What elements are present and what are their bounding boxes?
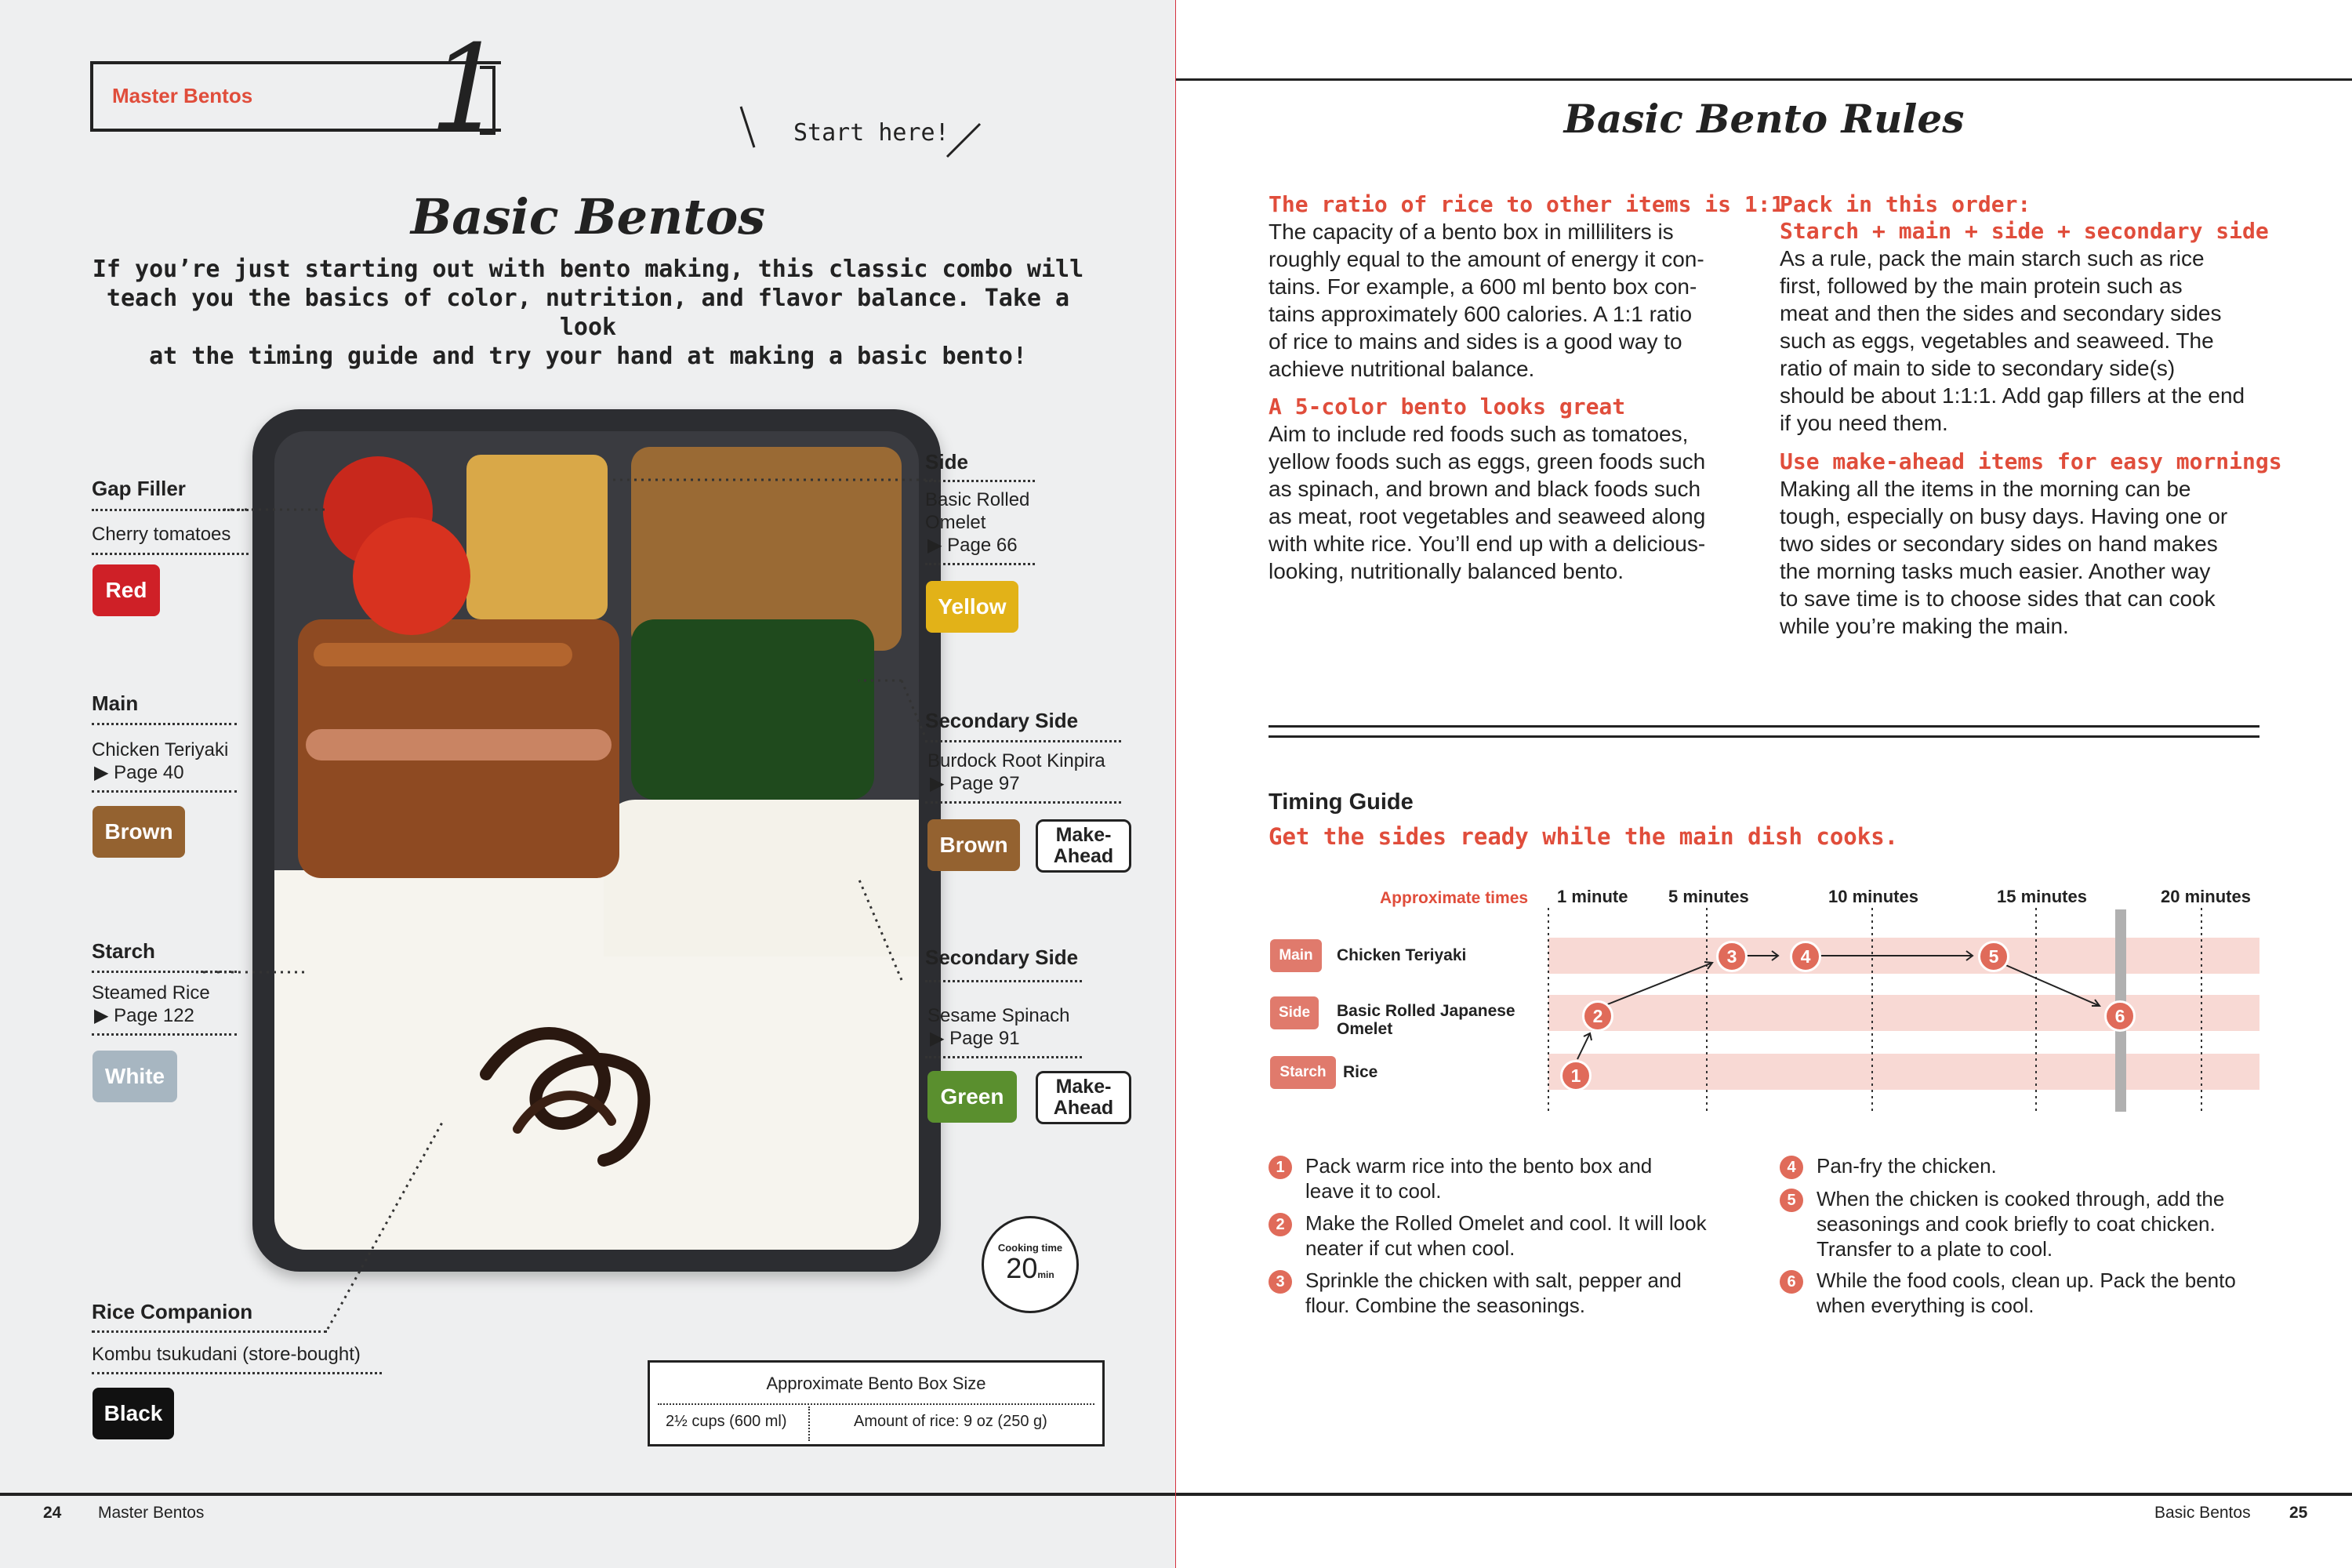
timeline-marker: 2	[1582, 1000, 1613, 1032]
gap-filler-divider	[92, 509, 249, 511]
starch-item: Steamed Rice	[92, 982, 210, 1004]
row-label-main: Chicken Teriyaki	[1337, 946, 1467, 964]
timeline-marker: 3	[1716, 941, 1748, 972]
rule-heading: Use make-ahead items for easy mornings	[1780, 448, 2282, 474]
gap-filler-item: Cherry tomatoes	[92, 524, 231, 545]
secondary-side-category: Secondary Side	[925, 709, 1079, 732]
timing-title: Timing Guide	[1269, 789, 1414, 815]
intro-line: If you’re just starting out with bento making, this classic combo will	[92, 256, 1084, 283]
secondary-side-category: Secondary Side	[925, 946, 1079, 969]
footer-page-number: 25	[2289, 1504, 2308, 1522]
tick-label: 5 minutes	[1668, 887, 1749, 906]
timeline-marker: 6	[2104, 1000, 2136, 1032]
footer-section: Basic Bentos	[2154, 1504, 2251, 1522]
main-item: Chicken Teriyaki	[92, 739, 229, 760]
footer-rule	[1176, 1493, 2352, 1496]
rice-companion-divider	[92, 1372, 382, 1374]
starch-divider	[92, 1033, 237, 1036]
step-number: 5	[1780, 1189, 1803, 1212]
rule-heading: A 5-color bento looks great	[1269, 394, 1626, 419]
main-divider	[92, 723, 237, 725]
right-page	[1176, 0, 2352, 1568]
footer-rule	[0, 1493, 1176, 1496]
rules-title: Basic Bento Rules	[1563, 96, 1965, 142]
play-icon: ▶	[927, 535, 948, 556]
tick-label: 15 minutes	[1997, 887, 2087, 906]
secondary-side-divider	[925, 801, 1121, 804]
start-here-text: Start here!	[793, 119, 949, 147]
footer-section: Master Bentos	[98, 1504, 205, 1522]
color-badge-yellow: Yellow	[926, 581, 1018, 633]
row-badge-side: Side	[1270, 996, 1319, 1029]
rule-body: Making all the items in the morning can be tough, especially on busy days. Having one or two sides or secondary sides on hand makes the morning tasks much easier. Another way to save time is to choose sides that can cook while you’re making the main.	[1780, 477, 2228, 638]
rule-body: As a rule, pack the main starch such as rice first, followed by the main protein such as meat and then the sides and secondary sides such as eggs, vegetables and seaweed. The ratio of main to side to secondary side(s) should be about 1:1:1. Add gap fillers at the end if you need them.	[1780, 246, 2245, 435]
step-text: While the food cools, clean up. Pack the bento when everything is cool.	[1817, 1269, 2236, 1317]
gap-filler-category: Gap Filler	[92, 477, 186, 500]
step-number: 1	[1269, 1156, 1292, 1179]
timing-subtitle: Get the sides ready while the main dish cooks.	[1269, 823, 1899, 850]
approx-times-label: Approximate times	[1380, 889, 1529, 907]
rule-body: The capacity of a bento box in milliliters is roughly equal to the amount of energy it con- tains. For example, a 600 ml bento box con- tains approximately 600 calories. A 1:1 ratio of rice to mains and sides is a good way to achieve nutritional balance.	[1269, 220, 1704, 381]
step-text: Pan-fry the chicken.	[1817, 1154, 1997, 1178]
side-divider	[925, 563, 1035, 565]
secondary-side-item: Sesame Spinach	[927, 1005, 1070, 1026]
rice-companion-item: Kombu tsukudani (store-bought)	[92, 1344, 361, 1365]
starch-page-ref: ▶ Page 122	[94, 1005, 194, 1026]
secondary-side-divider	[925, 980, 1082, 982]
make-ahead-tag: Make- Ahead	[1036, 1071, 1131, 1124]
timeline-marker: 5	[1978, 941, 2009, 972]
gap-filler-divider	[92, 553, 249, 555]
color-badge-brown: Brown	[93, 806, 185, 858]
color-badge-white: White	[93, 1051, 177, 1102]
timeline-marker: 1	[1560, 1060, 1592, 1091]
timeline-band-starch	[1548, 1054, 2259, 1090]
rule-body: Aim to include red foods such as tomatoes, yellow foods such as eggs, green foods such as spinach, and brown and black foods such as meat, root vegetables and seaweed along with white rice. You’ll end up with a delicious- looking, nutritionally balanced bento.	[1269, 422, 1706, 583]
color-badge-black: Black	[93, 1388, 174, 1439]
box-size-table	[648, 1360, 1105, 1446]
rice-companion-divider	[92, 1330, 327, 1333]
play-icon: ▶	[930, 1028, 950, 1049]
box-size-rice: Amount of rice: 9 oz (250 g)	[854, 1413, 1047, 1430]
starch-category: Starch	[92, 939, 155, 963]
play-icon: ▶	[94, 762, 114, 783]
color-badge-green: Green	[927, 1071, 1017, 1123]
row-badge-starch: Starch	[1270, 1056, 1336, 1089]
row-label-side: Basic Rolled Japanese Omelet	[1337, 1002, 1515, 1038]
box-size-divider	[658, 1403, 1094, 1405]
step-text: Sprinkle the chicken with salt, pepper and flour. Combine the seasonings.	[1305, 1269, 1682, 1317]
step-number: 3	[1269, 1270, 1292, 1294]
timeline-marker: 4	[1790, 941, 1821, 972]
side-divider	[925, 480, 1035, 482]
row-badge-main: Main	[1270, 939, 1322, 972]
rule-heading: The ratio of rice to other items is 1:1	[1269, 191, 1784, 217]
step-text: When the chicken is cooked through, add the seasonings and cook briefly to coat chicken. Transfer to a plate to cool.	[1817, 1187, 2225, 1261]
secondary-side-page-ref: ▶ Page 91	[930, 1028, 1020, 1049]
side-item: Basic Rolled	[925, 489, 1030, 510]
step-number: 4	[1780, 1156, 1803, 1179]
step-number: 6	[1780, 1270, 1803, 1294]
page-title: Basic Bentos	[410, 188, 766, 245]
intro-line: at the timing guide and try your hand at making a basic bento!	[149, 343, 1027, 370]
tick-label: 20 minutes	[2161, 887, 2251, 906]
secondary-side-divider	[925, 1056, 1082, 1058]
footer-page-number: 24	[43, 1504, 62, 1522]
rule-heading: Pack in this order: Starch + main + side + secondary side	[1780, 191, 2269, 244]
box-size-title: Approximate Bento Box Size	[766, 1374, 986, 1393]
box-size-col-divider	[808, 1406, 810, 1441]
side-page-ref: ▶ Page 66	[927, 535, 1018, 556]
secondary-side-divider	[925, 740, 1121, 742]
cooking-time-value: 20min	[1006, 1252, 1054, 1284]
side-item: Omelet	[925, 512, 986, 533]
secondary-side-item: Burdock Root Kinpira	[927, 750, 1105, 771]
step-text: Pack warm rice into the bento box and leave it to cool.	[1305, 1154, 1653, 1203]
step-text: Make the Rolled Omelet and cool. It will look neater if cut when cool.	[1305, 1211, 1707, 1260]
intro-line: teach you the basics of color, nutrition, and flavor balance. Take a look	[106, 285, 1070, 341]
cooking-time-label: Cooking time	[997, 1242, 1063, 1254]
make-ahead-tag: Make- Ahead	[1036, 819, 1131, 873]
rice-companion-category: Rice Companion	[92, 1300, 253, 1323]
main-page-ref: ▶ Page 40	[94, 762, 184, 783]
color-badge-red: Red	[93, 564, 160, 616]
step-number: 2	[1269, 1213, 1292, 1236]
play-icon: ▶	[930, 773, 950, 794]
main-divider	[92, 790, 237, 793]
chapter-number: 1	[430, 20, 505, 157]
secondary-side-page-ref: ▶ Page 97	[930, 773, 1020, 794]
timing-chart	[1176, 0, 2352, 1568]
side-category: Side	[925, 450, 968, 474]
chapter-tab-label: Master Bentos	[112, 84, 253, 107]
starch-divider	[92, 971, 237, 973]
row-label-starch: Rice	[1343, 1063, 1378, 1081]
main-category: Main	[92, 691, 139, 715]
cooking-time-badge	[982, 1216, 1079, 1313]
box-size-capacity: 2½ cups (600 ml)	[666, 1413, 787, 1430]
tick-label: 10 minutes	[1828, 887, 1918, 906]
tick-label: 1 minute	[1557, 887, 1628, 906]
play-icon: ▶	[94, 1005, 114, 1026]
timeline-band-side	[1548, 995, 2259, 1031]
color-badge-brown: Brown	[927, 819, 1020, 871]
